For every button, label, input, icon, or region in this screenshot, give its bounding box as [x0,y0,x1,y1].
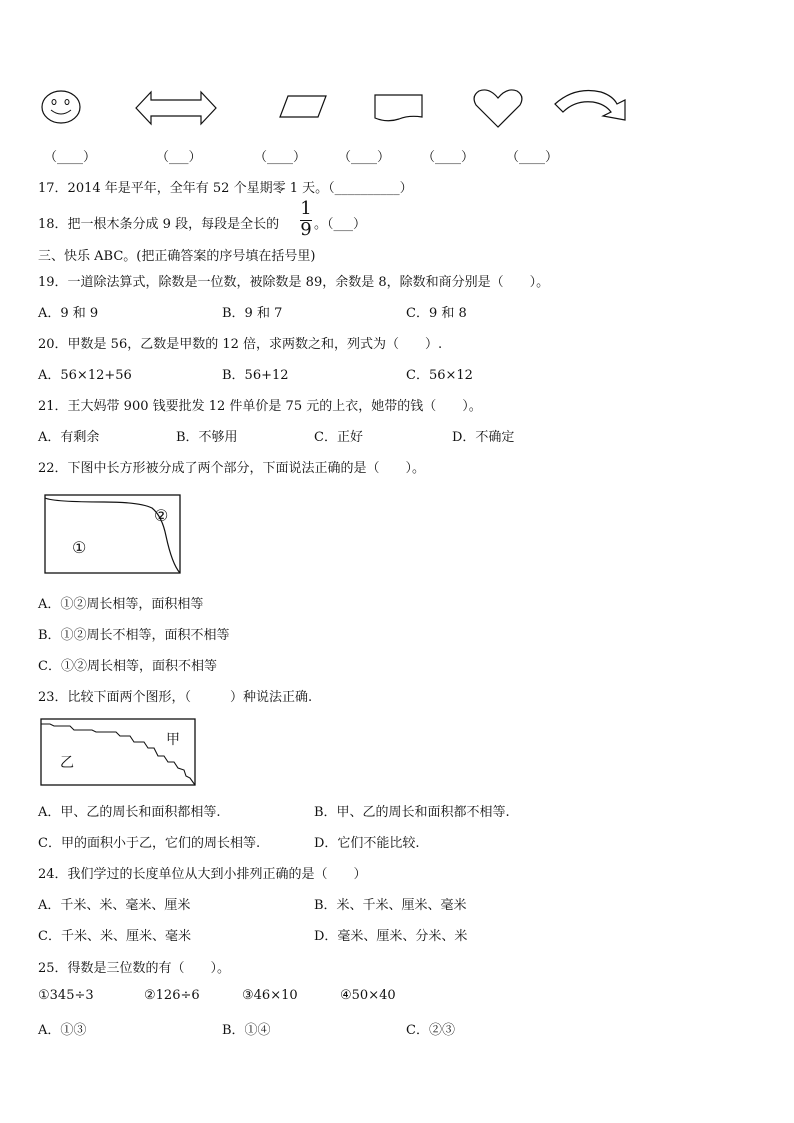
q24-option-c[interactable]: C．千米、米、厘米、毫米 [38,929,191,944]
q20-option-b[interactable]: B．56+12 [222,368,289,383]
q23-option-c[interactable]: C．甲的面积小于乙，它们的周长相等. [38,836,261,851]
region-jia-label: 甲 [166,732,180,748]
q22-option-b[interactable]: B．①②周长不相等，面积不相等 [38,628,230,643]
q22-option-a[interactable]: A．①②周长相等，面积相等 [38,597,204,612]
q21-option-b[interactable]: B．不够用 [176,430,238,445]
q25-item-3: ③46×10 [242,988,298,1003]
q25-item-2: ②126÷6 [144,988,200,1003]
heart-icon [471,88,525,130]
region-yi-label: 乙 [60,755,74,771]
q23-option-a[interactable]: A．甲、乙的周长和面积都相等. [38,805,221,820]
flag-shape-icon [373,93,425,125]
q24-option-a[interactable]: A．千米、米、毫米、厘米 [38,898,191,913]
question-24: 24．我们学过的长度单位从大到小排列正确的是（ ） [38,867,367,882]
q25-option-a[interactable]: A．①③ [38,1023,87,1038]
double-arrow-icon [135,90,217,126]
question-22: 22．下图中长方形被分成了两个部分，下面说法正确的是（ ）。 [38,461,426,476]
section-title: 三、快乐 ABC。(把正确答案的序号填在括号里) [38,249,316,264]
question-20: 20．甲数是 56，乙数是甲数的 12 倍，求两数之和，列式为（ ）. [38,337,443,352]
q20-option-a[interactable]: A．56×12+56 [38,368,132,383]
q20-option-c[interactable]: C．56×12 [406,368,473,383]
answer-blank-4[interactable]: （____） [338,150,391,165]
fraction-denominator: 9 [300,219,312,240]
q24-option-d[interactable]: D．毫米、厘米、分米、米 [314,929,468,944]
q21-option-a[interactable]: A．有剩余 [38,430,100,445]
fraction-numerator: 1 [300,198,312,219]
answer-blank-3[interactable]: （____） [254,150,307,165]
q25-item-1: ①345÷3 [38,988,94,1003]
q19-option-b[interactable]: B．9 和 7 [222,306,283,321]
question-17: 17．2014 年是平年，全年有 52 个星期零 1 天。（__________） [38,181,413,196]
q24-option-b[interactable]: B．米、千米、厘米、毫米 [314,898,467,913]
q22-option-c[interactable]: C．①②周长相等，面积不相等 [38,659,217,674]
q25-option-b[interactable]: B．①④ [222,1023,271,1038]
answer-blank-5[interactable]: （____） [422,150,475,165]
region-1-label: ① [72,538,87,557]
question-25: 25．得数是三位数的有（ ）。 [38,961,231,976]
q25-option-c[interactable]: C．②③ [406,1023,455,1038]
question-18-prefix: 18．把一根木条分成 9 段，每段是全长的 [38,217,280,232]
question-19: 19．一道除法算式，除数是一位数，被除数是 89，余数是 8，除数和商分别是（ ）。 [38,275,550,290]
q21-option-d[interactable]: D．不确定 [452,430,515,445]
question-18-suffix: 。（___） [314,217,367,232]
q23-option-d[interactable]: D．它们不能比较. [314,836,420,851]
q25-item-4: ④50×40 [340,988,396,1003]
question-23: 23．比较下面两个图形，（ ）种说法正确. [38,690,313,705]
region-2-label: ② [154,506,169,525]
parallelogram-icon [278,94,328,120]
q21-option-c[interactable]: C．正好 [314,430,363,445]
q19-option-a[interactable]: A．9 和 9 [38,306,99,321]
q19-option-c[interactable]: C．9 和 8 [406,306,467,321]
answer-blank-1[interactable]: （____） [44,150,97,165]
answer-blank-2[interactable]: （___） [156,150,202,165]
answer-blank-6[interactable]: （____） [506,150,559,165]
question-21: 21．王大妈带 900 钱要批发 12 件单价是 75 元的上衣，她带的钱（ ）。 [38,399,482,414]
q23-option-b[interactable]: B．甲、乙的周长和面积都不相等. [314,805,510,820]
curved-arrow-icon [553,86,633,124]
smiley-face-icon [40,88,84,128]
